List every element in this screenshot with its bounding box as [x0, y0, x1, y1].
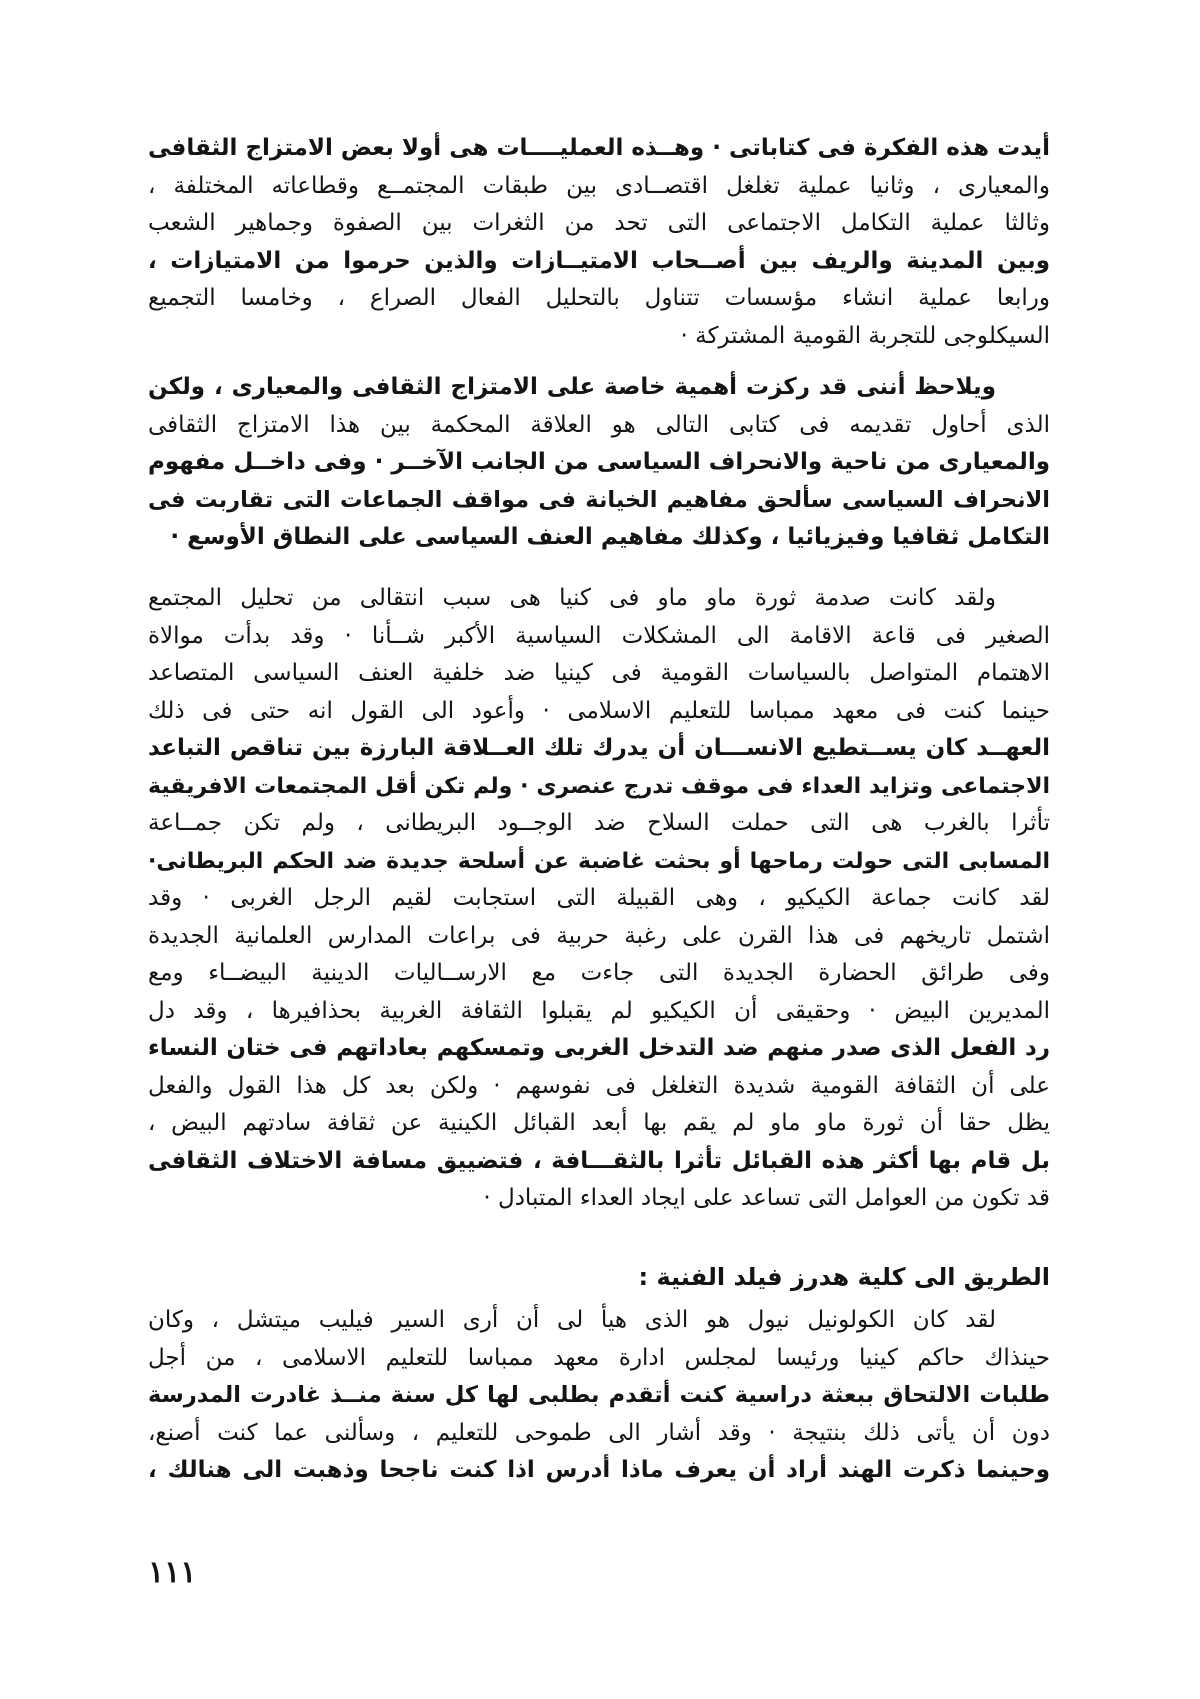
- text-line: الاهتمام المتواصل بالسياسات القومية فى كينيا ضد خلفية العنف السياسى المتصاعد: [148, 660, 1050, 686]
- text-line: اشتمل تاريخهم فى هذا القرن على رغبة حربية فى براعات المدارس العلمانية الجديدة: [148, 922, 1050, 949]
- text-line: العهــد كان يســتطيع الانســـان أن يدرك تلك العــلاقة البارزة بين تناقص التباعد: [148, 735, 1050, 761]
- text-line: حينما كنت فى معهد ممباسا للتعليم الاسلامى · وأعود الى القول انه حتى فى ذلك: [148, 697, 1050, 724]
- paragraph-2: [148, 369, 1050, 557]
- text-line: التكامل ثقافيا وفيزيائيا ، وكذلك مفاهيم العنف السياسى على النطاق الأوسع ·: [170, 524, 1050, 550]
- text-line: ولقد كانت صدمة ثورة ماو ماو فى كنيا هى سبب انتقالى من تحليل المجتمع: [148, 585, 996, 611]
- text-line: الانحراف السياسى سألحق مفاهيم الخيانة فى مواقف الجماعات التى تقاربت فى: [148, 486, 1050, 513]
- text-line: لقد كان الكولونيل نيول هو الذى هيأ لى أن أرى السير فيليب ميتشل ، وكان: [148, 1307, 996, 1333]
- text-line: الذى أحاول تقديمه فى كتابى التالى هو العلاقة المحكمة بين هذا الامتزاج الثقافى: [148, 411, 1050, 438]
- text-line: ورابعا عملية انشاء مؤسسات تتناول بالتحليل الفعال الصراع ، وخامسا التجميع: [148, 285, 1050, 311]
- text-line: بل قام بها أكثر هذه القبائل تأثرا بالثقـــافة ، فتضييق مسافة الاختلاف الثقافى: [148, 1147, 1050, 1174]
- text-line: المديرين البيض · وحقيقى أن الكيكيو لم يقبلوا الثقافة الغربية بحذافيرها ، وقد دل: [148, 997, 1050, 1024]
- paragraph-4: [148, 1302, 1050, 1490]
- page-number: ١١١: [148, 1555, 197, 1590]
- section-heading: الطريق الى كلية هدرز فيلد الفنية :: [638, 1263, 1050, 1291]
- text-line: حينذاك حاكم كينيا ورئيسا لمجلس ادارة معهد ممباسا للتعليم الاسلامى ، من أجل: [148, 1344, 1050, 1371]
- paragraph-3: [148, 580, 1050, 1218]
- text-line: الاجتماعى وتزايد العداء فى موقف تدرج عنصرى · ولم تكن أقل المجتمعات الافريقية: [148, 773, 1050, 799]
- text-line: أيدت هذه الفكرة فى كتاباتى · وهــذه العمليــــات هى أولا بعض الامتزاج الثقافى: [148, 135, 1050, 161]
- text-line: السيكلوجى للتجربة القومية المشتركة ·: [680, 322, 1050, 349]
- text-line: والمعيارى من ناحية والانحراف السياسى من الجانب الآخــر · وفى داخــل مفهوم: [148, 449, 1050, 475]
- text-line: المسابى التى حولت رماحها أو بحثت غاضبة عن أسلحة جديدة ضد الحكم البريطانى·: [148, 848, 1050, 874]
- text-line: وفى طرائق الحضارة الجديدة التى جاءت مع الارســاليات الدينية البيضــاء ومع: [148, 960, 1050, 986]
- text-line: رد الفعل الذى صدر منهم ضد التدخل الغربى وتمسكهم بعاداتهم فى ختان النساء: [148, 1035, 1050, 1061]
- text-line: وحينما ذكرت الهند أراد أن يعرف ماذا أدرس اذا كنت ناجحا وذهبت الى هنالك ،: [148, 1457, 1050, 1483]
- text-line: ويلاحظ أننى قد ركزت أهمية خاصة على الامتزاج الثقافى والمعيارى ، ولكن: [148, 374, 996, 400]
- text-line: دون أن يأتى ذلك بنتيجة · وقد أشار الى طموحى للتعليم ، وسألنى عما كنت أصنع،: [148, 1419, 1050, 1446]
- text-line: طلبات الالتحاق ببعثة دراسية كنت أتقدم بطلبى لها كل سنة منــذ غادرت المدرسة: [148, 1382, 1050, 1408]
- paragraph-1: [148, 130, 1050, 355]
- text-line: تأثرا بالغرب هى التى حملت السلاح ضد الوجــود البريطانى ، ولم تكن جمــاعة: [148, 810, 1050, 836]
- text-line: لقد كانت جماعة الكيكيو ، وهى القبيلة التى استجابت لقيم الرجل الغربى · وقد: [148, 885, 1050, 911]
- text-line: وبين المدينة والريف بين أصــحاب الامتيــازات والذين حرموا من الامتيازات ،: [148, 247, 1050, 274]
- text-line: قد تكون من العوامل التى تساعد على ايجاد العداء المتبادل ·: [483, 1185, 1050, 1211]
- text-line: والمعيارى ، وثانيا عملية تغلغل اقتصــادى بين طبقات المجتمــع وقطاعاته المختلفة ،: [148, 172, 1050, 199]
- text-line: الصغير فى قاعة الاقامة الى المشكلات السياسية الأكبر شــأنا · وقد بدأت موالاة: [148, 622, 1050, 649]
- text-line: على أن الثقافة القومية شديدة التغلغل فى نفوسهم · ولكن بعد كل هذا القول والفعل: [148, 1072, 1050, 1099]
- text-line: يظل حقا أن ثورة ماو ماو لم يقم بها أبعد القبائل الكينية عن ثقافة سادتهم البيض ،: [148, 1110, 1050, 1136]
- text-line: وثالثا عملية التكامل الاجتماعى التى تحد من الثغرات بين الصفوة وجماهير الشعب: [148, 210, 1050, 236]
